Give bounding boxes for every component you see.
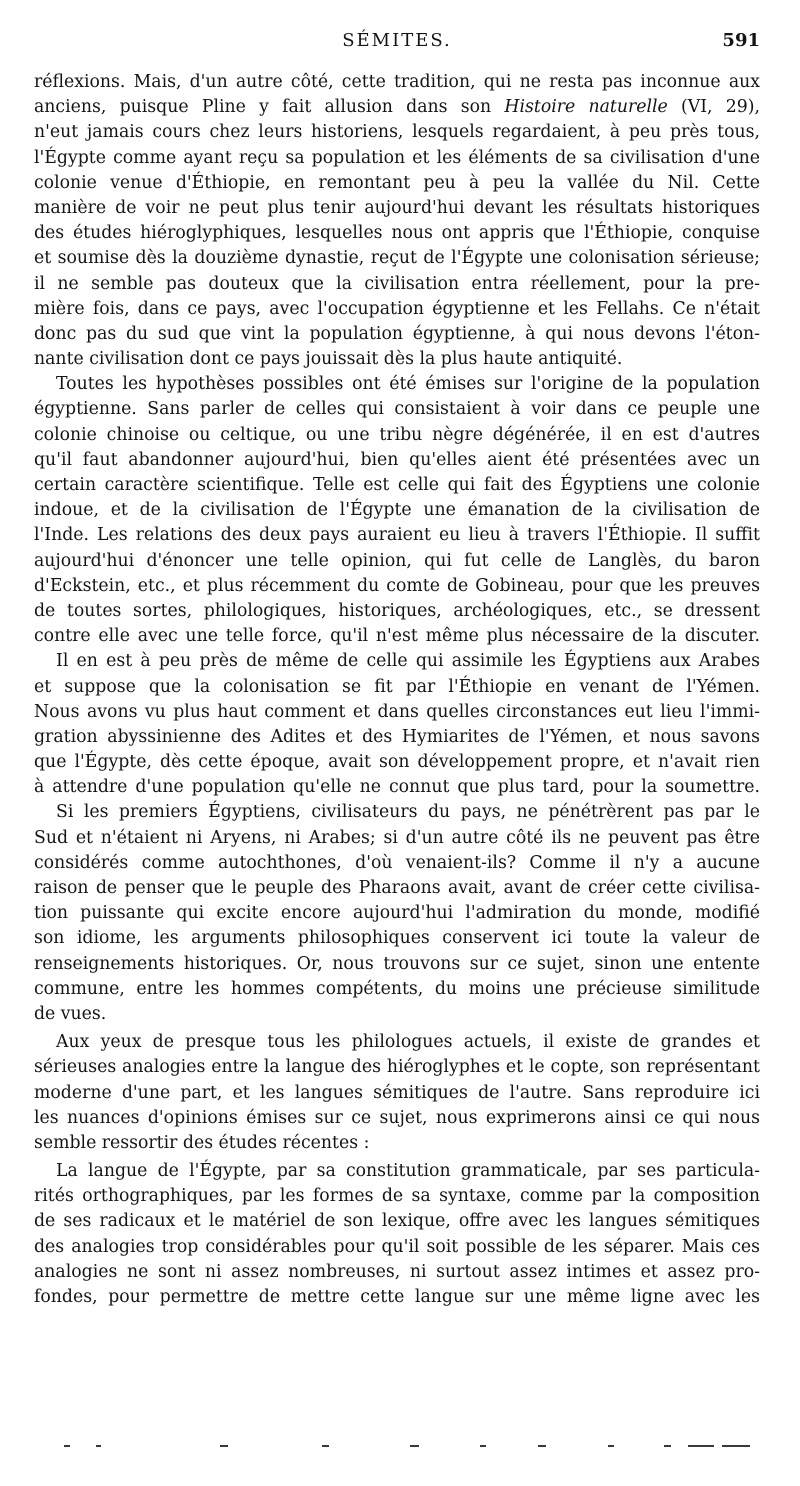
text-line: colonie chinoise ou celtique, ou une tribu nègre dégénérée, il en est d'autres (34, 424, 760, 445)
bottom-print-marks (60, 1443, 760, 1449)
text-line: de vues. (34, 1003, 107, 1024)
text-line: des analogies trop considérables pour qu'il soit possible de les séparer. Mais ces (34, 1236, 760, 1257)
text-line: sérieuses analogies entre la langue des hiéroglyphes et le copte, son représentant (34, 1057, 760, 1078)
text-line: raison de penser que le peuple des Pharaons avait, avant de créer cette civilisa- (34, 878, 760, 898)
text-line: et suppose que la colonisation se fit par l'Éthiopie en venant de l'Yémen. (34, 676, 760, 697)
text-line: aujourd'hui d'énoncer une telle opinion, qui fut celle de Langlès, du baron (34, 550, 760, 571)
text-line: analogies ne sont ni assez nombreuses, ni surtout assez intimes et assez pro- (34, 1261, 760, 1282)
text-line: semble ressortir des études récentes : (34, 1132, 370, 1153)
text-line: Toutes les hypothèses possibles ont été émises sur l'origine de la population (56, 374, 760, 395)
text-line: et soumise dès la douzième dynastie, reçut de l'Égypte une colonisation sérieuse; (34, 248, 760, 269)
text-line: Aux yeux de presque tous les philologues actuels, il existe de grandes et (56, 1032, 760, 1053)
running-title: SÉMITES. (342, 30, 452, 51)
text-line: qu'il faut abandonner aujourd'hui, bien qu'elles aient été présentées avec un (34, 449, 760, 470)
text-line: donc pas du sud que vint la population égyptienne, à qui nous devons l'éton- (34, 323, 760, 344)
page-number: 591 (722, 30, 760, 51)
text-line: moderne d'une part, et les langues sémitiques de l'autre. Sans reproduire ici (34, 1082, 760, 1103)
body-text (34, 70, 760, 1310)
text-line: son idiome, les arguments philosophiques conservent ici toute la valeur de (34, 928, 760, 949)
text-line: de toutes sortes, philologiques, historiques, archéologiques, etc., se dressent (34, 600, 760, 621)
text-line: fondes, pour permettre de mettre cette langue sur une même ligne avec les (34, 1287, 760, 1307)
text-line: anciens, puisque Pline y fait allusion dans son Histoire naturelle (VI, 29), (34, 97, 760, 118)
text-line: colonie venue d'Éthiopie, en remontant peu à peu la vallée du Nil. Cette (34, 172, 760, 193)
text-line: que l'Égypte, dès cette époque, avait son développement propre, et n'avait rien (34, 752, 760, 773)
text-line: n'eut jamais cours chez leurs historiens, lesquels regardaient, à peu près tous, (34, 122, 760, 143)
text-line: l'Inde. Les relations des deux pays auraient eu lieu à travers l'Éthiopie. Il suffit (34, 525, 760, 546)
text-line: nante civilisation dont ce pays jouissait dès la plus haute antiquité. (34, 349, 623, 370)
text-line: rités orthographiques, par les formes de sa syntaxe, comme par la composition (34, 1186, 760, 1207)
text-line: à attendre d'une population qu'elle ne connut que plus tard, pour la soumettre. (34, 777, 760, 798)
text-line: Nous avons vu plus haut comment et dans quelles circonstances eut lieu l'immi- (34, 701, 760, 722)
text-line: gration abyssinienne des Adites et des Hymiarites de l'Yémen, et nous savons (34, 726, 760, 747)
text-line: renseignements historiques. Or, nous trouvons sur ce sujet, sinon une entente (34, 953, 760, 974)
text-line: contre elle avec une telle force, qu'il n'est même plus nécessaire de la discuter. (34, 626, 760, 647)
text-line: de ses radicaux et le matériel de son lexique, offre avec les langues sémitiques (34, 1211, 760, 1232)
text-line: certain caractère scientifique. Telle est celle qui fait des Égyptiens une colonie (34, 475, 760, 495)
text-line: Il en est à peu près de même de celle qui assimile les Égyptiens aux Arabes (56, 651, 760, 672)
text-line: manière de voir ne peut plus tenir aujourd'hui devant les résultats historiques (34, 197, 760, 218)
text-line: tion puissante qui excite encore aujourd'hui l'admiration du monde, modifié (34, 903, 760, 924)
text-line: il ne semble pas douteux que la civilisation entra réellement, pour la pre- (34, 273, 760, 294)
text-line: réflexions. Mais, d'un autre côté, cette tradition, qui ne resta pas inconnue aux (34, 72, 760, 92)
text-line: commune, entre les hommes compétents, du moins une précieuse similitude (34, 978, 760, 999)
text-line: Si les premiers Égyptiens, civilisateurs du pays, ne pénétrèrent pas par le (56, 802, 760, 823)
text-line: considérés comme autochthones, d'où venaient-ils? Comme il n'y a aucune (34, 852, 760, 873)
text-line: indoue, et de la civilisation de l'Égypte une émanation de la civilisation de (34, 500, 760, 521)
running-head (34, 30, 760, 60)
text-line: La langue de l'Égypte, par sa constitution grammaticale, par ses particula- (56, 1161, 760, 1182)
text-line: les nuances d'opinions émises sur ce sujet, nous exprimerons ainsi ce qui nous (34, 1107, 760, 1128)
text-line: d'Eckstein, etc., et plus récemment du comte de Gobineau, pour que les preuves (34, 575, 760, 596)
text-line: égyptienne. Sans parler de celles qui consistaient à voir dans ce peuple une (34, 399, 760, 420)
text-line: mière fois, dans ce pays, avec l'occupation égyptienne et les Fellahs. Ce n'était (34, 298, 760, 319)
text-line: Sud et n'étaient ni Aryens, ni Arabes; si d'un autre côté ils ne peuvent pas être (34, 827, 760, 848)
text-line: l'Égypte comme ayant reçu sa population et les éléments de sa civilisation d'une (34, 147, 760, 168)
text-line: des études hiéroglyphiques, lesquelles nous ont appris que l'Éthiopie, conquise (34, 223, 760, 244)
